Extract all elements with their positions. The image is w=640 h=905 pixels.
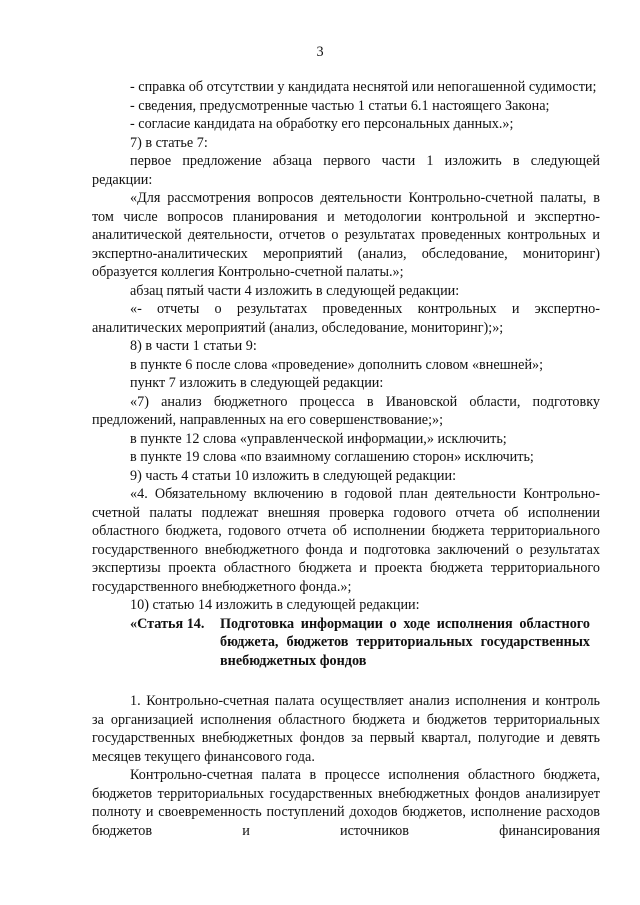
amendment-10-heading: 10) статью 14 изложить в следующей редакции: — [130, 597, 420, 613]
quoted-reports-text: «- отчеты о результатах проведенных контрольных и экспертно-аналитических мероприятий (анализ, обследование, мониторинг);»; — [92, 301, 600, 336]
amendment-7-heading: 7) в статье 7: — [130, 134, 208, 151]
quoted-part4-text: «4. Обязательному включению в годовой план деятельности Контрольно-счетной палаты подлежат внешняя проверка годового отчета об исполнении областного бюджета, годового отчета об исполнении бюджета территориального государственного внебюджетного фонда и подготовка заключений о результатах экспертизы проекта областного бюджета и проекта бюджета территориального государственного внебюджетного фонда.»; — [92, 486, 600, 595]
quoted-point7-text: «7) анализ бюджетного процесса в Ивановской области, подготовку предложений, направленных на его совершенствование;»; — [92, 393, 600, 428]
article-14-title: Подготовка информации о ходе исполнения областного бюджета, бюджетов территориальных государственных внебюджетных фондов — [220, 615, 590, 669]
amendment-8-point19: в пункте 19 слова «по взаимному соглашению сторон» исключить; — [130, 449, 534, 465]
article-14-label: «Статья 14. — [130, 615, 205, 632]
amendment-8-point6: в пункте 6 после слова «проведение» дополнить словом «внешней»; — [130, 356, 544, 373]
list-item-consent: - согласие кандидата на обработку его персональных данных.»; — [130, 116, 514, 132]
amendment-9-heading: 9) часть 4 статьи 10 изложить в следующей редакции: — [130, 467, 457, 484]
list-item-criminal-record: - справка об отсутствии у кандидата неснятой или непогашенной судимости; — [130, 79, 597, 95]
article-14-heading — [92, 615, 600, 671]
article-14-paragraph-2: Контрольно-счетная палата в процессе исполнения областного бюджета, бюджетов территориальных государственных внебюджетных фондов анализирует полноту и своевременность поступлений доходов бюджетов, исполнение расходов бюджетов и источников финансирования — [92, 767, 600, 839]
quoted-collegium-text: «Для рассмотрения вопросов деятельности Контрольно-счетной палаты, в том числе вопросов планирования и методологии контрольной и экспертно-аналитической деятельности, отчетов о результатах проведенных контрольных и экспертно-аналитических мероприятий (анализ, обследование, мониторинг) образуется коллегия Контрольно-счетной палаты.»; — [92, 190, 600, 280]
amendment-7-part4-instruction: абзац пятый части 4 изложить в следующей редакции: — [130, 282, 460, 299]
amendment-7-instruction: первое предложение абзаца первого части 1 изложить в следующей редакции: — [92, 153, 600, 188]
amendment-8-point12: в пункте 12 слова «управленческой информации,» исключить; — [130, 430, 507, 447]
page-number: 3 — [316, 44, 324, 60]
article-14-paragraph-1: 1. Контрольно-счетная палата осуществляет анализ исполнения и контроль за организацией исполнения областного бюджета и бюджетов территориальных государственных внебюджетных фондов за первый квартал, полугодие и девять месяцев текущего финансового года. — [92, 693, 600, 765]
amendment-8-point7-instruction: пункт 7 изложить в следующей редакции: — [130, 375, 384, 391]
amendment-8-heading: 8) в части 1 статьи 9: — [130, 338, 257, 354]
document-body — [92, 78, 600, 840]
list-item-information: - сведения, предусмотренные частью 1 статьи 6.1 настоящего Закона; — [130, 97, 550, 114]
spacer — [92, 670, 600, 692]
